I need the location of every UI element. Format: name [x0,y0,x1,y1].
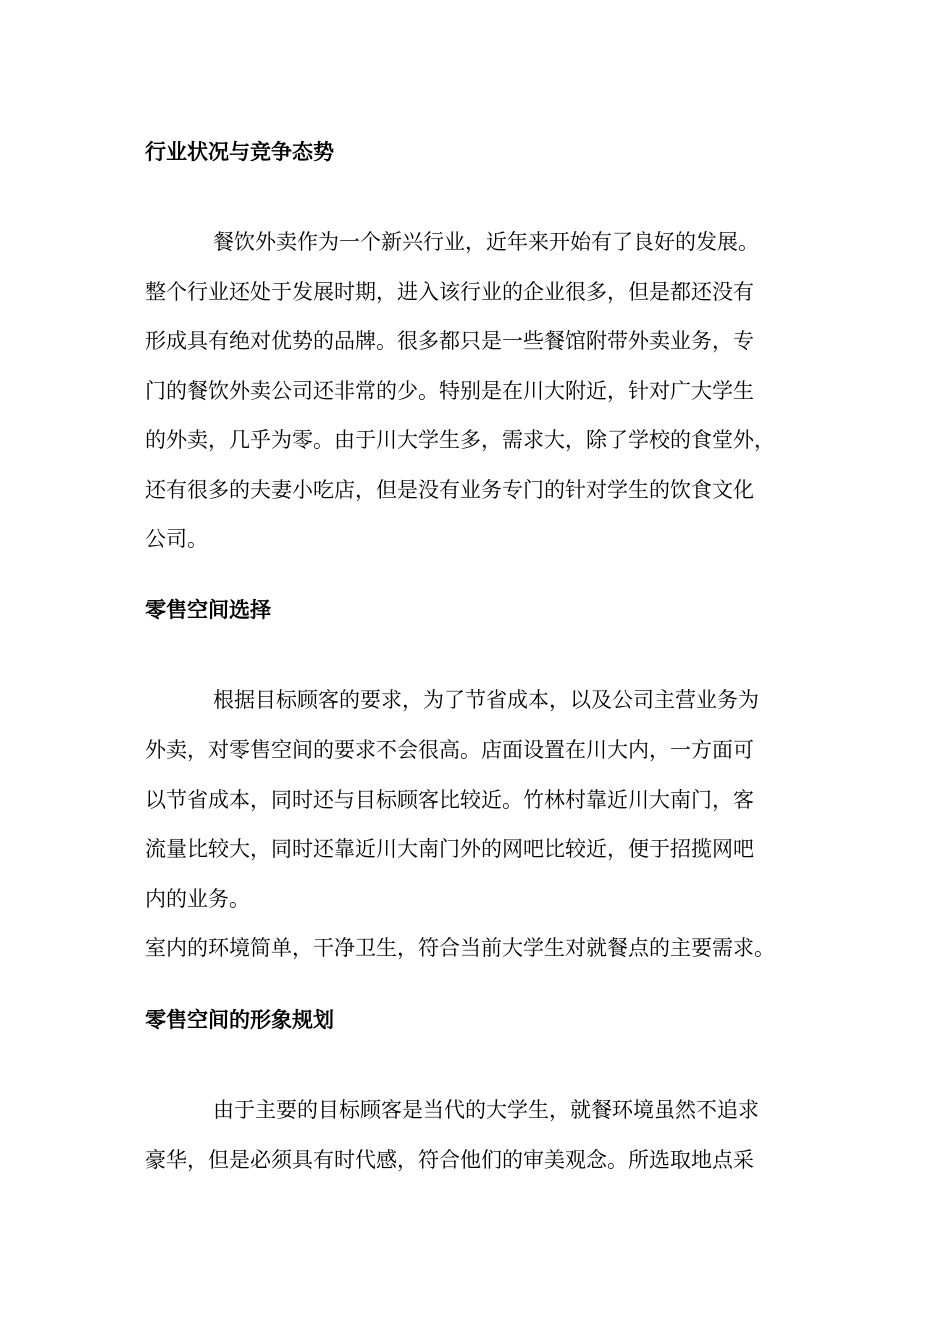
paragraph-line: 室内的环境简单，干净卫生，符合当前大学生对就餐点的主要需求。 [145,936,775,960]
paragraph-line: 豪华，但是必须具有时代感，符合他们的审美观念。所选取地点采 [145,1148,754,1172]
section-heading-industry: 行业状况与竞争态势 [145,140,334,164]
paragraph-line: 根据目标顾客的要求，为了节省成本，以及公司主营业务为 [213,688,759,712]
paragraph-line: 流量比较大，同时还靠近川大南门外的网吧比较近，便于招揽网吧 [145,837,754,861]
section-heading-image-planning: 零售空间的形象规划 [145,1008,334,1032]
paragraph-line: 形成具有绝对优势的品牌。很多都只是一些餐馆附带外卖业务，专 [145,329,754,353]
paragraph-line: 以节省成本，同时还与目标顾客比较近。竹林村靠近川大南门，客 [145,788,754,812]
paragraph-line: 由于主要的目标顾客是当代的大学生，就餐环境虽然不追求 [213,1098,759,1122]
paragraph-line: 外卖，对零售空间的要求不会很高。店面设置在川大内，一方面可 [145,738,754,762]
paragraph-line: 还有很多的夫妻小吃店，但是没有业务专门的针对学生的饮食文化 [145,478,754,502]
paragraph-line: 公司。 [145,527,208,551]
paragraph-line: 门的餐饮外卖公司还非常的少。特别是在川大附近，针对广大学生 [145,379,754,403]
paragraph-line: 内的业务。 [145,887,250,911]
paragraph-line: 餐饮外卖作为一个新兴行业，近年来开始有了良好的发展。 [213,230,759,254]
paragraph-line: 整个行业还处于发展时期，进入该行业的企业很多，但是都还没有 [145,280,754,304]
paragraph-line: 的外卖，几乎为零。由于川大学生多，需求大，除了学校的食堂外， [145,428,775,452]
section-heading-retail-space: 零售空间选择 [145,598,271,622]
